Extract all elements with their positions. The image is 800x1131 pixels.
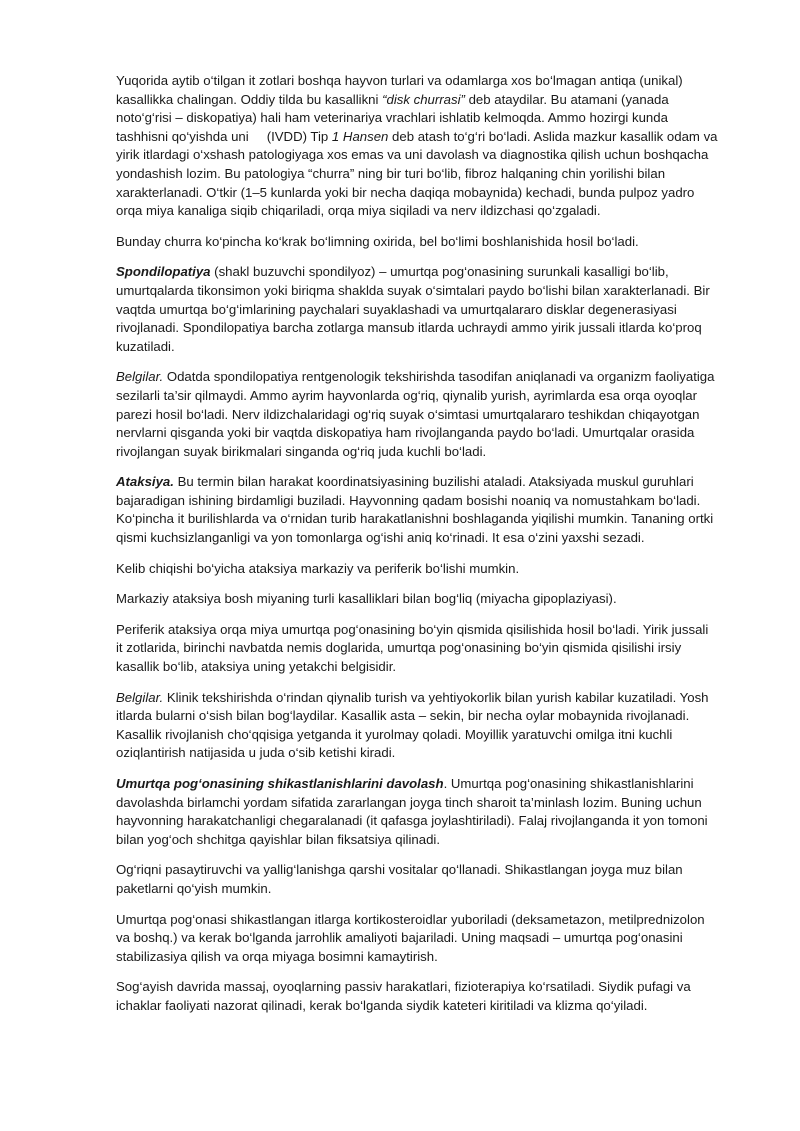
- paragraph-treatment: Umurtqa pog‘onasining shikastlanishlarini davolash. Umurtqa pog‘onasining shikastlanishlarini davolashda birlamchi yordam sifatida zararlangan joyga tinch sharoit ta’minlash lozim. Buning uchun hayvonning harakatchanligi chegaralanadi (it qafasga joylashtiriladi). Falaj rivojlanganda it yon tomoni bilan yog‘och shchitga qayishlar bilan fiksatsiya qilinadi.: [116, 776, 708, 847]
- paragraph-recovery: Sog‘ayish davrida massaj, oyoqlarning passiv harakatlari, fizioterapiya ko‘rsatiladi. Siydik pufagi va ichaklar faoliyati nazorat qilinadi, kerak bo‘lganda siydik kateteri kiritiladi va klizma qo‘yiladi.: [116, 979, 691, 1013]
- paragraph-central-ataksiya: Markaziy ataksiya bosh miyaning turli kasalliklari bilan bog‘liq (miyacha gipoplaziyasi).: [116, 591, 617, 607]
- paragraph-disk-hernia: Yuqorida aytib o‘tilgan it zotlari boshqa hayvon turlari va odamlarga xos bo‘lmagan antiqa (unikal) kasallikka chalingan. Oddiy tilda bu kasallikni “disk churrasi” deb ataydilar. Bu atamani (yanada noto‘g‘risi – diskopatiya) hali ham veterinariya vrachlari ishlatib kelmoqda. Ammo hozirgi kunda tashhisni qo‘yishda uni (IVDD) Tip 1 Hansen deb atash to‘g‘ri bo‘ladi. Aslida mazkur kasallik odam va yirik itlardagi o‘xshash patologiyaga xos emas va uni davolash va diagnostika qilish uchun boshqacha yondashish lozim. Bu patologiya “churra” ning bir turi bo‘lib, fibroz halqaning chin yorilishi bilan xarakterlanadi. O‘tkir (1–5 kunlarda yoki bir necha daqiqa mobaynida) kechadi, bunda pulpoz yadro orqa miya kanaliga siqib chiqariladi, orqa miya siqiladi va nerv ildizchasi qo‘zgaladi.: [116, 73, 718, 219]
- term-hansen: 1 Hansen: [331, 128, 389, 144]
- paragraph-spondilopatiya-signs: Belgilar. Odatda spondilopatiya rentgenologik tekshirishda tasodifan aniqlanadi va organizm faoliyatiga sezilarli ta’sir qilmaydi. Ammo ayrim hayvonlarda og‘riq, qiynalib yurish, ayrimlarda esa orqa oyoqlar parezi hosil bo‘ladi. Nerv ildizchalaridagi og‘riq suyak o‘simtasi umurtqalararo teshikdan chiqayotgan nervlarni qisganda yoki bir vaqtda diskopatiya ham rivojlanganda paydo bo‘ladi. Umurtqalar orasida rivojlangan suyak birikmalari singanda og‘riq juda kuchli bo‘ladi.: [116, 369, 715, 459]
- paragraph-hernia-location: Bunday churra ko‘pincha ko‘krak bo‘limning oxirida, bel bo‘limi boshlanishida hosil bo‘ladi.: [116, 233, 639, 249]
- paragraph-ataksiya: Ataksiya. Bu termin bilan harakat koordinatsiyasining buzilishi ataladi. Ataksiyada muskul guruhlari bajaradigan ishining birdamligi buziladi. Hayvonning qadam bosishi noaniq va nomustahkam bo‘ladi. Ko‘pincha it burilishlarda va o‘rnidan turib harakatlanishni boshlaganda yiqilishi mumkin. Tananing ortki qismi kuchsizlanganligi va yon tomonlarga og‘ishi aniq ko‘rinadi. It esa o‘zini yaxshi sezadi.: [116, 474, 714, 546]
- heading-belgilar: Belgilar.: [116, 369, 164, 385]
- paragraph-corticosteroids: Umurtqa pog‘onasi shikastlangan itlarga kortikosteroidlar yuboriladi (deksametazon, metilprednizolon va boshq.) va kerak bo‘lganda jarrohlik amaliyoti bajariladi. Uning maqsadi – umurtqa pog‘onasini stabilizasiya qilish va orqa miyaga bosimni kamaytirish.: [116, 911, 705, 964]
- paragraph-peripheral-ataksiya: Periferik ataksiya orqa miya umurtqa pog‘onasining bo‘yin qismida qisilishida hosil bo‘ladi. Yirik jussali it zotlarida, birinchi navbatda nemis doglarida, umurtqa pog‘onasining bo‘yin qismida qisilishi irsiy kasallik bo‘lib, ataksiya uning yetakchi belgisidir.: [116, 621, 709, 675]
- heading-spondilopatiya: Spondilopatiya: [116, 264, 211, 280]
- paragraph-ataksiya-origin: Kelib chiqishi bo‘yicha ataksiya markaziy va periferik bo‘lishi mumkin.: [116, 560, 520, 576]
- heading-ataksiya: Ataksiya.: [116, 474, 174, 490]
- heading-treatment: Umurtqa pog‘onasining shikastlanishlarini davolash: [116, 776, 444, 791]
- paragraph-ataksiya-signs: Belgilar. Klinik tekshirishda o‘rindan qiynalib turish va yehtiyokorlik bilan yurish kabilar kuzatiladi. Yosh itlarda bularni o‘sish bilan bog‘laydilar. Kasallik asta – sekin, bir necha oylar mobaynida rivojlanadi. Kasallik rivojlanish cho‘qqisiga yetganda it yurolmay qoladi. Moyillik yaratuvchi omilga itni kuchli oziqlantirish natijasida u juda o‘sib ketishi kiradi.: [116, 689, 709, 761]
- paragraph-spondilopatiya: Spondilopatiya (shakl buzuvchi spondilyoz) – umurtqa pog‘onasining surunkali kasalligi bo‘lib, umurtqalarda tikonsimon yoki biriqma shaklda suyak o‘simtalari paydo bo‘lishi bilan xarakterlanadi. Bir vaqtda umurtqa bo‘g‘imlarining paychalari suyaklashadi va umurtqalararo disklar degenerasiyasi rivojlanadi. Spondilopatiya barcha zotlarga mansub itlarda uchraydi ammo yirik jussali itlarda ko‘proq kuzatiladi.: [116, 264, 710, 354]
- term-disk-churrasi: “disk churrasi”: [382, 91, 465, 107]
- heading-belgilar: Belgilar.: [116, 689, 164, 705]
- paragraph-pain-relief: Og‘riqni pasaytiruvchi va yallig‘lanishga qarshi vositalar qo‘llanadi. Shikastlangan joyga muz bilan paketlarni qo‘yish mumkin.: [116, 862, 683, 896]
